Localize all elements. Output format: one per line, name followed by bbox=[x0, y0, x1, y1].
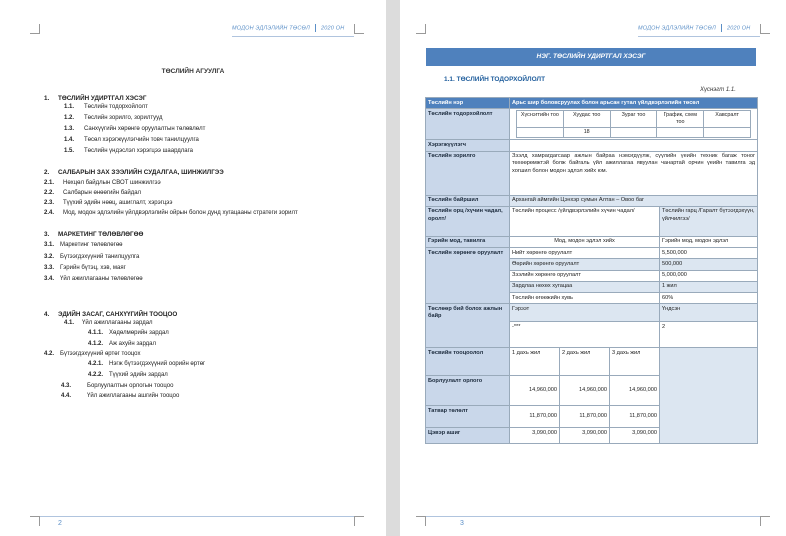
investment-row-value: 5,000,000 bbox=[660, 270, 758, 281]
table-row bbox=[426, 151, 758, 195]
product-value-1: Мод, модон эдлэл хийх bbox=[510, 236, 660, 247]
type-value-2: Төслийн гарц /Гаралт бүтээгдэхүүн, үйлчилгээ/ bbox=[660, 206, 758, 236]
header-title: МОДОН ЭДЛЭЛИЙН ТӨСӨЛ bbox=[638, 25, 716, 32]
section-banner: НЭГ. ТӨСЛИЙН УДИРТГАЛ ХЭСЭГ bbox=[426, 48, 756, 66]
crop-mark bbox=[760, 516, 770, 526]
table-row bbox=[426, 304, 758, 322]
header-title: МОДОН ЭДЛЭЛИЙН ТӨСӨЛ bbox=[232, 25, 310, 32]
toc-item[interactable]: 3.2. Бүтээгдэхүүний танилцуулга bbox=[44, 254, 140, 260]
table-row bbox=[426, 248, 758, 259]
calc-row-label: Борлуулалт орлого bbox=[426, 376, 510, 406]
toc-section[interactable]: 1. ТӨСЛИЙН УДИРТГАЛ ХЭСЭГ bbox=[44, 95, 147, 102]
header-rule bbox=[638, 36, 760, 37]
toc-item[interactable]: 4.4. Үйл ажиллагааны ашгийн тооцоо bbox=[61, 393, 180, 399]
calc-label: Төсвийн тооцоолол bbox=[426, 348, 510, 376]
investment-label: Төслийн хөрөнгө оруулалт bbox=[426, 248, 510, 304]
product-label: Гэрийн мод, тавилга bbox=[426, 236, 510, 247]
desc-col: Зураг тоо bbox=[610, 111, 657, 128]
header-year: 2020 ОН bbox=[726, 25, 751, 32]
toc-item[interactable]: 2.4. Мод, модон эдлэлийн үйлдвэрлэлийн ойрын болон дунд хугацааны стратеги зорилт bbox=[44, 210, 298, 216]
table-caption: Хүснэгт 1.1. bbox=[700, 87, 736, 93]
toc-section[interactable]: 4. ЭДИЙН ЗАСАГ, САНХҮҮГИЙН ТООЦОО bbox=[44, 311, 178, 318]
toc-item[interactable]: 4.3. Борлуулалтын орлогын тооцоо bbox=[61, 383, 174, 389]
toc-section[interactable]: 3. МАРКЕТИНГ ТӨЛӨВЛӨГӨӨ bbox=[44, 231, 144, 238]
year-header: 3 дахь жил bbox=[610, 348, 660, 376]
jobs-col-1: Гэрээт bbox=[510, 304, 660, 322]
year-header: 2 дахь жил bbox=[560, 348, 610, 376]
type-value-1: Төслийн процесс /үйлдвэрлэлийн хүчин чадал/ bbox=[510, 206, 660, 236]
crop-mark bbox=[30, 24, 40, 34]
empty-cell bbox=[660, 348, 758, 444]
header-year: 2020 ОН bbox=[320, 25, 345, 32]
desc-val[interactable] bbox=[657, 128, 704, 138]
calc-value: 14,960,000 bbox=[610, 376, 660, 406]
table-row bbox=[426, 98, 758, 109]
crop-mark bbox=[416, 24, 426, 34]
calc-value: 14,960,000 bbox=[560, 376, 610, 406]
table-row bbox=[426, 206, 758, 236]
product-value-2: Гэрийн мод, модон эдлэл bbox=[660, 236, 758, 247]
desc-subtable bbox=[516, 110, 751, 138]
table-row bbox=[426, 195, 758, 206]
crop-mark bbox=[354, 24, 364, 34]
investment-row-value: 60% bbox=[660, 293, 758, 304]
desc-val[interactable] bbox=[704, 128, 751, 138]
toc-item[interactable]: 3.4. Үйл ажиллагааны төлөвлөгөө bbox=[44, 276, 143, 282]
desc-col: График, схем тоо bbox=[657, 111, 704, 128]
toc-item[interactable]: 1.5. Төслийн үндэслэл хэрэгцээ шаардлага bbox=[64, 148, 194, 154]
page-2 bbox=[0, 0, 386, 536]
toc-item[interactable]: 3.1. Маркетинг төлөвлөгөө bbox=[44, 242, 123, 248]
table-row bbox=[426, 109, 758, 140]
desc-val[interactable] bbox=[517, 128, 564, 138]
toc-item[interactable]: 4.1.1. Хөдөлмөрийн зардал bbox=[88, 330, 169, 336]
desc-val[interactable] bbox=[610, 128, 657, 138]
investment-row-label: Зардлаа нөхөх хугацаа bbox=[510, 281, 660, 292]
toc-item[interactable]: 2.1. Нөхцөл байдлын СВОТ шинжилгээ bbox=[44, 180, 161, 186]
investment-row-value: 500,000 bbox=[660, 259, 758, 270]
crop-mark bbox=[416, 516, 426, 526]
project-definition-table bbox=[425, 97, 758, 444]
toc-title: ТӨСЛИЙН АГУУЛГА bbox=[161, 68, 225, 75]
toc-item[interactable]: 4.1.2. Аж ахуйн зардал bbox=[88, 341, 156, 347]
toc-item[interactable]: 4.2.2. Түүхий эдийн зардал bbox=[88, 372, 168, 378]
desc-col: Хуудас тоо bbox=[563, 111, 610, 128]
desc-col: Хүснэгтийн тоо bbox=[517, 111, 564, 128]
toc-item[interactable]: 4.2.1. Нэгж бүтээгдэхүүний оорийн өртөг bbox=[88, 361, 206, 367]
subsection-title: 1.1. ТӨСЛИЙН ТОДОРХОЙЛОЛТ bbox=[444, 76, 546, 83]
page-header bbox=[232, 24, 344, 32]
goal-label: Төслийн зорилго bbox=[426, 151, 510, 195]
page-number: 3 bbox=[460, 520, 464, 527]
toc-section[interactable]: 2. САЛБАРЫН ЗАХ ЗЭЭЛИЙН СУДАЛГАА, ШИНЖИЛГЭЭ bbox=[44, 169, 224, 176]
footer-rule bbox=[30, 516, 354, 517]
calc-value: 11,870,000 bbox=[610, 406, 660, 428]
executor-label: Хэрэгжүүлэгч bbox=[426, 140, 510, 151]
investment-row-value: 5,500,000 bbox=[660, 248, 758, 259]
toc-item[interactable]: 1.2. Төслийн зорилго, зорилтууд bbox=[64, 115, 163, 121]
goal-value: Зээлд хамрагдагсаар ажлын байраа нэмэгдүүлж, сүүлийн үеийн техник багаж тоног төхөөрөмжтэй болж байгаль үйл ажиллагаа явуулан чанартай орчин үеийн тавилга эд хогшил болон модон эдлэл хийх юм. bbox=[510, 151, 758, 195]
calc-value: 11,870,000 bbox=[560, 406, 610, 428]
toc-item[interactable]: 1.3. Санхүүгийн хөрөнгө оруулалтын төлөвлөлт bbox=[64, 126, 206, 132]
location-label: Төслийн байршил bbox=[426, 195, 510, 206]
toc-item[interactable]: 1.1. Төслийн тодорхойлолт bbox=[64, 104, 148, 110]
jobs-col-2: Үндсэн bbox=[660, 304, 758, 322]
toc-item[interactable]: 4.2. Бүтээгдэхүүний өртөг тооцох bbox=[44, 351, 141, 357]
table-row bbox=[426, 236, 758, 247]
toc-item[interactable]: 4.1. Үйл ажиллагааны зардал bbox=[64, 320, 153, 326]
calc-value: 3,090,000 bbox=[610, 428, 660, 444]
crop-mark bbox=[354, 516, 364, 526]
page-number: 2 bbox=[58, 520, 62, 527]
footer-rule bbox=[416, 516, 760, 517]
jobs-val-1[interactable]: -*** bbox=[510, 322, 660, 348]
desc-col: Хавсралт bbox=[704, 111, 751, 128]
calc-value: 11,870,000 bbox=[510, 406, 560, 428]
table-row bbox=[426, 140, 758, 151]
executor-value[interactable] bbox=[510, 140, 758, 151]
toc-item[interactable]: 3.3. Гэрийн бүтэц, хэв, маяг bbox=[44, 265, 126, 271]
toc-item[interactable]: 1.4. Төсөл хэрэгжүүлэгчийн товч танилцуулга bbox=[64, 137, 199, 143]
desc-val[interactable]: 18 bbox=[563, 128, 610, 138]
header-rule bbox=[232, 36, 354, 37]
location-value: Архангай аймгийн Цэнхэр сумын Алтан – Овоо баг bbox=[510, 195, 758, 206]
jobs-label: Төслөөр бий болох ажлын байр bbox=[426, 304, 510, 348]
investment-row-label: Төслийн өгөөжийн хувь bbox=[510, 293, 660, 304]
desc-label: Төслийн тодорхойлолт bbox=[426, 109, 510, 140]
type-label: Төслийн орц /хүчин чадал, оролт/ bbox=[426, 206, 510, 236]
calc-row-label: Татвар төлөлт bbox=[426, 406, 510, 428]
year-header: 1 дахь жил bbox=[510, 348, 560, 376]
calc-value: 3,090,000 bbox=[560, 428, 610, 444]
toc-item[interactable]: 2.2. Салбарын өнөөгийн байдал bbox=[44, 190, 142, 196]
investment-row-label: Зээлийн хөрөнгө оруулалт bbox=[510, 270, 660, 281]
name-value: Арьс шир боловсруулах болон арьсан гутал үйлдвэрлэлийн төсөл bbox=[510, 98, 758, 109]
investment-row-value: 1 жил bbox=[660, 281, 758, 292]
investment-row-label: Өөрийн хөрөнгө оруулалт bbox=[510, 259, 660, 270]
calc-row-label: Цэвэр ашиг bbox=[426, 428, 510, 444]
calc-value: 14,960,000 bbox=[510, 376, 560, 406]
crop-mark bbox=[760, 24, 770, 34]
calc-value: 3,090,000 bbox=[510, 428, 560, 444]
jobs-val-2[interactable]: 2 bbox=[660, 322, 758, 348]
page-header bbox=[638, 24, 750, 32]
name-label: Төслийн нэр bbox=[426, 98, 510, 109]
toc-item[interactable]: 2.3. Түүхий эдийн нөөц, ашиглалт, хэрэгцээ bbox=[44, 200, 173, 206]
crop-mark bbox=[30, 516, 40, 526]
table-row bbox=[426, 348, 758, 376]
investment-row-label: Нийт хөрөнгө оруулалт bbox=[510, 248, 660, 259]
